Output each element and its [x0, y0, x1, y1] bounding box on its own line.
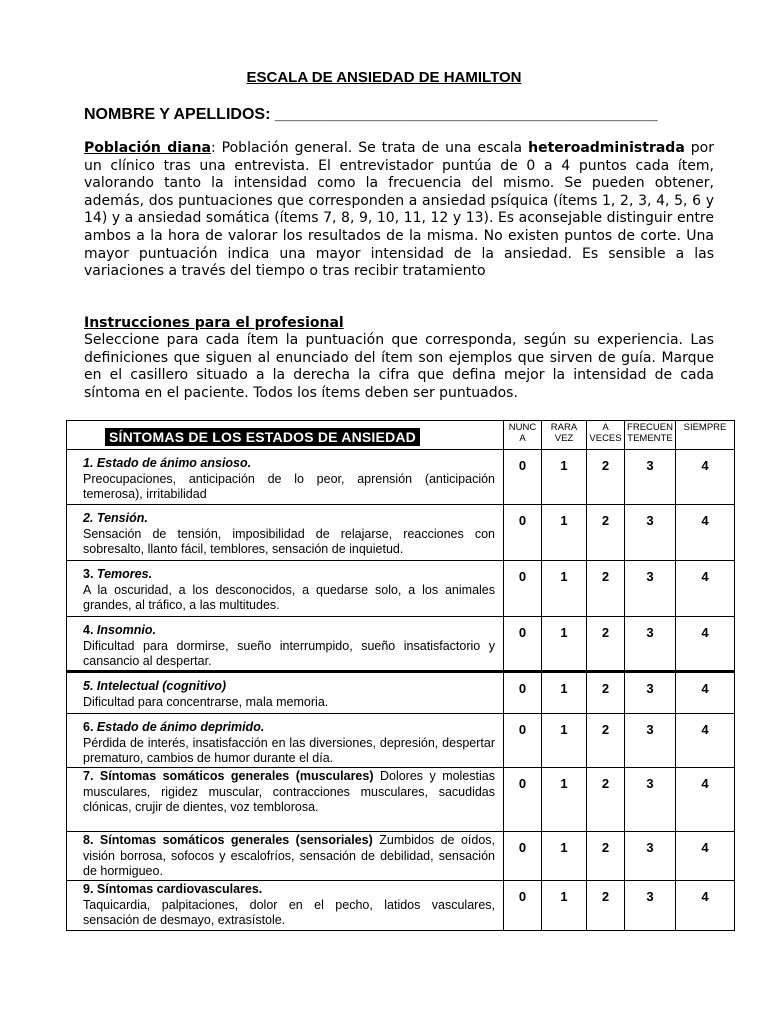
item-3-cell: 3. Temores. A la oscuridad, a los desconocidos, a quedarse solo, a los animales grandes, al tráfico, a las multitudes. — [67, 561, 504, 617]
header-title-cell — [67, 421, 504, 450]
col-header-rara-vez: RARA VEZ — [542, 421, 587, 450]
score-cell[interactable]: 4 — [676, 672, 735, 714]
score-cell[interactable]: 1 — [542, 768, 587, 832]
score-cell[interactable]: 3 — [625, 505, 676, 561]
score-cell[interactable]: 0 — [504, 505, 542, 561]
poblacion-text-b: por un clínico tras una entrevista. El entrevistador puntúa de 0 a 4 puntos cada ítem, valorando tanto la intensidad como la frecuencia del mismo. Se pueden obtener, además, dos puntuaciones que corresponden a ansiedad psíquica (ítems 1, 2, 3, 4, 5, 6 y 14) y a ansiedad somática (ítems 7, 8, 9, 10, 11, 12 y 13). Es aconsejable distinguir entre ambos a la hora de valorar los resultados de la misma. No existen puntos de corte. Una mayor puntuación indica una mayor intensidad de la ansiedad. Es sensible a las variaciones a través del tiempo o tras recibir tratamiento — [84, 140, 714, 280]
symptoms-table — [66, 420, 735, 931]
score-cell[interactable]: 0 — [504, 768, 542, 832]
table-header-row — [67, 421, 735, 450]
item-7-cell: 7. Síntomas somáticos generales (musculares) Dolores y molestias musculares, rigidez muscular, contracciones musculares, sacudidas clónicas, crujir de dientes, voz temblorosa. — [67, 768, 504, 832]
score-cell[interactable]: 2 — [587, 881, 625, 931]
table-row — [67, 881, 735, 931]
col-header-a-veces: A VECES — [587, 421, 625, 450]
table-row — [67, 450, 735, 505]
score-cell[interactable]: 3 — [625, 561, 676, 617]
score-cell[interactable]: 2 — [587, 714, 625, 768]
table-row — [67, 768, 735, 832]
score-cell[interactable]: 2 — [587, 832, 625, 881]
col-header-frecuentemente: FRECUEN TEMENTE — [625, 421, 676, 450]
item-5-cell: 5. Intelectual (cognitivo) Dificultad para concentrarse, mala memoria. — [67, 672, 504, 714]
score-cell[interactable]: 2 — [587, 561, 625, 617]
score-cell[interactable]: 4 — [676, 561, 735, 617]
score-cell[interactable]: 4 — [676, 881, 735, 931]
score-cell[interactable]: 1 — [542, 832, 587, 881]
score-cell[interactable]: 1 — [542, 617, 587, 672]
score-cell[interactable]: 4 — [676, 617, 735, 672]
name-field-label: NOMBRE Y APELLIDOS: ___________________________________________ — [84, 106, 658, 123]
table-row — [67, 505, 735, 561]
score-cell[interactable]: 2 — [587, 672, 625, 714]
item-9-cell: 9. Síntomas cardiovasculares. Taquicardia, palpitaciones, dolor en el pecho, latidos vasculares, sensación de desmayo, extrasístole. — [67, 881, 504, 931]
score-cell[interactable]: 4 — [676, 768, 735, 832]
score-cell[interactable]: 0 — [504, 561, 542, 617]
item-8-cell: 8. Síntomas somáticos generales (sensoriales) Zumbidos de oídos, visión borrosa, sofocos y escalofríos, sensación de debilidad, sensación de hormigueo. — [67, 832, 504, 881]
table-row — [67, 617, 735, 672]
page-title: ESCALA DE ANSIEDAD DE HAMILTON — [246, 69, 522, 86]
score-cell[interactable]: 2 — [587, 617, 625, 672]
score-cell[interactable]: 0 — [504, 672, 542, 714]
score-cell[interactable]: 4 — [676, 505, 735, 561]
score-cell[interactable]: 3 — [625, 881, 676, 931]
item-2-cell: 2. Tensión. Sensación de tensión, imposibilidad de relajarse, reacciones con sobresalto, llanto fácil, temblores, sensación de inquietud. — [67, 505, 504, 561]
score-cell[interactable]: 0 — [504, 714, 542, 768]
table-row — [67, 714, 735, 768]
score-cell[interactable]: 1 — [542, 881, 587, 931]
item-6-cell: 6. Estado de ánimo deprimido. Pérdida de interés, insatisfacción en las diversiones, depresión, despertar prematuro, cambios de humor durante el día. — [67, 714, 504, 768]
score-cell[interactable]: 0 — [504, 832, 542, 881]
score-cell[interactable]: 2 — [587, 505, 625, 561]
score-cell[interactable]: 4 — [676, 714, 735, 768]
score-cell[interactable]: 3 — [625, 617, 676, 672]
table-row — [67, 672, 735, 714]
score-cell[interactable]: 3 — [625, 768, 676, 832]
score-cell[interactable]: 1 — [542, 450, 587, 505]
poblacion-bold-term: heteroadministrada — [528, 140, 685, 156]
score-cell[interactable]: 2 — [587, 768, 625, 832]
score-cell[interactable]: 1 — [542, 505, 587, 561]
col-header-nunca: NUNC A — [504, 421, 542, 450]
col-header-siempre: SIEMPRE — [676, 421, 735, 450]
score-cell[interactable]: 1 — [542, 672, 587, 714]
header-title: SÍNTOMAS DE LOS ESTADOS DE ANSIEDAD — [105, 428, 420, 446]
instrucciones-paragraph: Seleccione para cada ítem la puntuación que corresponda, según su experiencia. Las definiciones que siguen al enunciado del ítem son ejemplos que sirven de guía. Marque en el casillero situado a la derecha la cifra que defina mejor la intensidad de cada síntoma en el paciente. Todos los ítems deben ser puntuados. — [84, 332, 714, 401]
score-cell[interactable]: 4 — [676, 450, 735, 505]
score-cell[interactable]: 1 — [542, 714, 587, 768]
poblacion-paragraph — [84, 140, 714, 281]
score-cell[interactable]: 1 — [542, 561, 587, 617]
item-1-cell: 1. Estado de ánimo ansioso. Preocupaciones, anticipación de lo peor, aprensión (anticipación temerosa), irritabilidad — [67, 450, 504, 505]
score-cell[interactable]: 2 — [587, 450, 625, 505]
score-cell[interactable]: 3 — [625, 714, 676, 768]
score-cell[interactable]: 0 — [504, 450, 542, 505]
score-cell[interactable]: 3 — [625, 832, 676, 881]
score-cell[interactable]: 0 — [504, 617, 542, 672]
poblacion-heading: Población diana — [84, 140, 211, 156]
poblacion-text-a: : Población general. Se trata de una escala — [210, 140, 529, 156]
item-4-cell: 4. Insomnio. Dificultad para dormirse, sueño interrumpido, sueño insatisfactorio y cansancio al despertar. — [67, 617, 504, 672]
score-cell[interactable]: 4 — [676, 832, 735, 881]
instrucciones-heading: Instrucciones para el profesional — [84, 315, 344, 331]
score-cell[interactable]: 0 — [504, 881, 542, 931]
table-row — [67, 832, 735, 881]
score-cell[interactable]: 3 — [625, 450, 676, 505]
table-row — [67, 561, 735, 617]
score-cell[interactable]: 3 — [625, 672, 676, 714]
